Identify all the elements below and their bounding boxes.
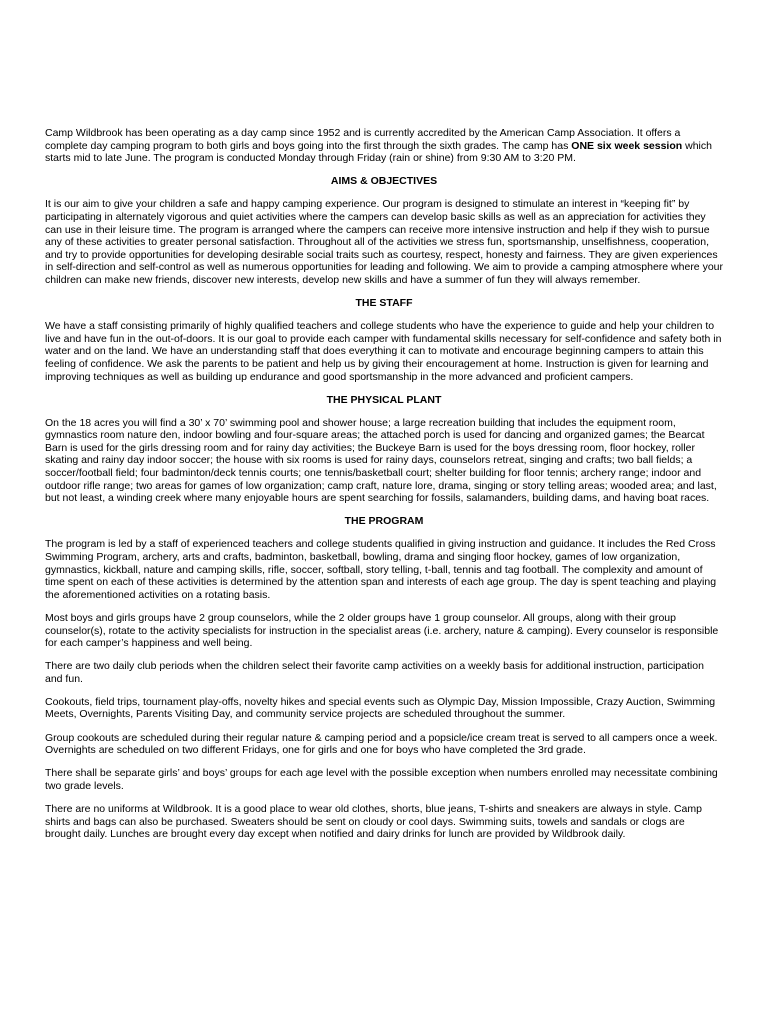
intro-session-emphasis: ONE six week session bbox=[571, 139, 683, 152]
staff-paragraph: We have a staff consisting primarily of highly qualified teachers and college students who have the experience to guide and help your children to live and have fun in the out-of-doors. It is our goal to provide each camper with fundamental skills necessary for self-confidence and safety both in water and on the land. We have an understanding staff that does everything it can to motivate and encourage beginning campers to attain this feeling of confidence. We ask the parents to be patient and help us by giving their encouragement at home. Instruction is given for learning and improving techniques as well as building up endurance and good sportsmanship in the more advanced and proficient campers. bbox=[45, 320, 722, 383]
intro-paragraph bbox=[45, 127, 723, 165]
program-paragraph: The program is led by a staff of experienced teachers and college students qualified in giving instruction and guidance. It includes the Red Cross Swimming Program, archery, arts and crafts, badminton, basketball, bowling, drama and singing floor hockey, games of low organization, gymnastics, kickball, nature and camping skills, rifle, soccer, softball, story telling, t-ball, tennis and tag football. The complexity and amount of time spent on each of these activities is determined by the attention span and interests of each age group. The day is spent teaching and playing the aforementioned activities on a rotating basis. bbox=[45, 538, 717, 601]
club-periods-paragraph: There are two daily club periods when the children select their favorite camp activities on a weekly basis for additional instruction, participation and fun. bbox=[45, 660, 704, 685]
uniforms-paragraph: There are no uniforms at Wildbrook. It is a good place to wear old clothes, shorts, blue jeans, T-shirts and sneakers are always in style. Camp shirts and bags can also be purchased. Sweaters should be sent on cloudy or cool days. Swimming suits, towels and sandals or clogs are brought daily. Lunches are brought every day except when notified and dairy drinks for lunch are provided by Wildbrook daily. bbox=[45, 802, 702, 841]
document-page bbox=[45, 127, 723, 851]
program-heading: THE PROGRAM bbox=[344, 515, 424, 528]
physical-plant-heading: THE PHYSICAL PLANT bbox=[326, 393, 442, 406]
intro-text-1: Camp Wildbrook has been operating as a day camp since 1952 and is currently accredited by the American Camp Association. It offers a complete day camping program to both girls and boys going into the first through the sixth grades. The camp has bbox=[45, 127, 681, 152]
physical-plant-paragraph: On the 18 acres you will find a 30’ x 70’ swimming pool and shower house; a large recreation building that includes the equipment room, gymnastics room nature den, indoor bowling and four-square areas; the attached porch is used for dancing and organized games; the Bearcat Barn is used for the girls dressing room and for rainy day activities; the Buckeye Barn is used for the boys dressing room, floor hockey, roller skating and rainy day indoor soccer; the house with six rooms is used for rainy days, counselors retreat, singing and crafts; two ball fields; a soccer/football field; four badminton/deck tennis courts; one tennis/basketball court; shelter building for floor tennis; archery range; indoor and outdoor rifle range; two areas for games of low organization; camp craft, nature lore, drama, singing or story telling areas; wooded area; and last, but not least, a winding creek where many enjoyable hours are spent searching for fossils, salamanders, building dams, and having boat races. bbox=[45, 416, 717, 505]
cookouts-paragraph: Group cookouts are scheduled during their regular nature & camping period and a popsicle/ice cream treat is served to all campers once a week. Overnights are scheduled on two different Fridays, one for girls and one for boys who have completed the 3rd grade. bbox=[45, 731, 718, 757]
counselors-paragraph: Most boys and girls groups have 2 group counselors, while the 2 older groups have 1 group counselor. All groups, along with their group counselor(s), rotate to the activity specialists for instruction in the specialist areas (i.e. archery, nature & camping). Every counselor is responsible for each camper’s happiness and well being. bbox=[45, 611, 719, 650]
aims-paragraph: It is our aim to give your children a safe and happy camping experience. Our program is designed to stimulate an interest in “keeping fit” by participating in alternately vigorous and quiet activities where the campers can develop basic skills as well as an appreciation for activities they can use in their leisure time. The program is arranged where the campers can receive more intensive instruction and help if they wish to pursue any of these activities to greater personal satisfaction. Throughout all of the activities we stress fun, sportsmanship, unselfishness, cooperation, and try to provide opportunities for developing desirable social traits such as courtesy, respect, honesty and fairness. They are given experiences in self-direction and self-control as well as numerous opportunities for leading and following. We aim to provide a camping atmosphere where your children can make new friends, discover new interests, develop new skills and have a summer of fun they will always remember. bbox=[45, 198, 723, 286]
groups-paragraph: There shall be separate girls’ and boys’ groups for each age level with the possible exception when numbers enrolled may necessitate combining two grade levels. bbox=[45, 767, 718, 792]
intro-text-2: which starts mid to late June. The program is conducted Monday through Friday (rain or shine) from 9:30 AM to 3:20 PM. bbox=[45, 139, 712, 165]
staff-heading: THE STAFF bbox=[355, 297, 413, 310]
special-events-paragraph: Cookouts, field trips, tournament play-offs, novelty hikes and special events such as Olympic Day, Mission Impossible, Crazy Auction, Swimming Meets, Overnights, Parents Visiting Day, and community service projects are scheduled throughout the summer. bbox=[45, 695, 716, 721]
aims-heading: AIMS & OBJECTIVES bbox=[330, 175, 438, 188]
